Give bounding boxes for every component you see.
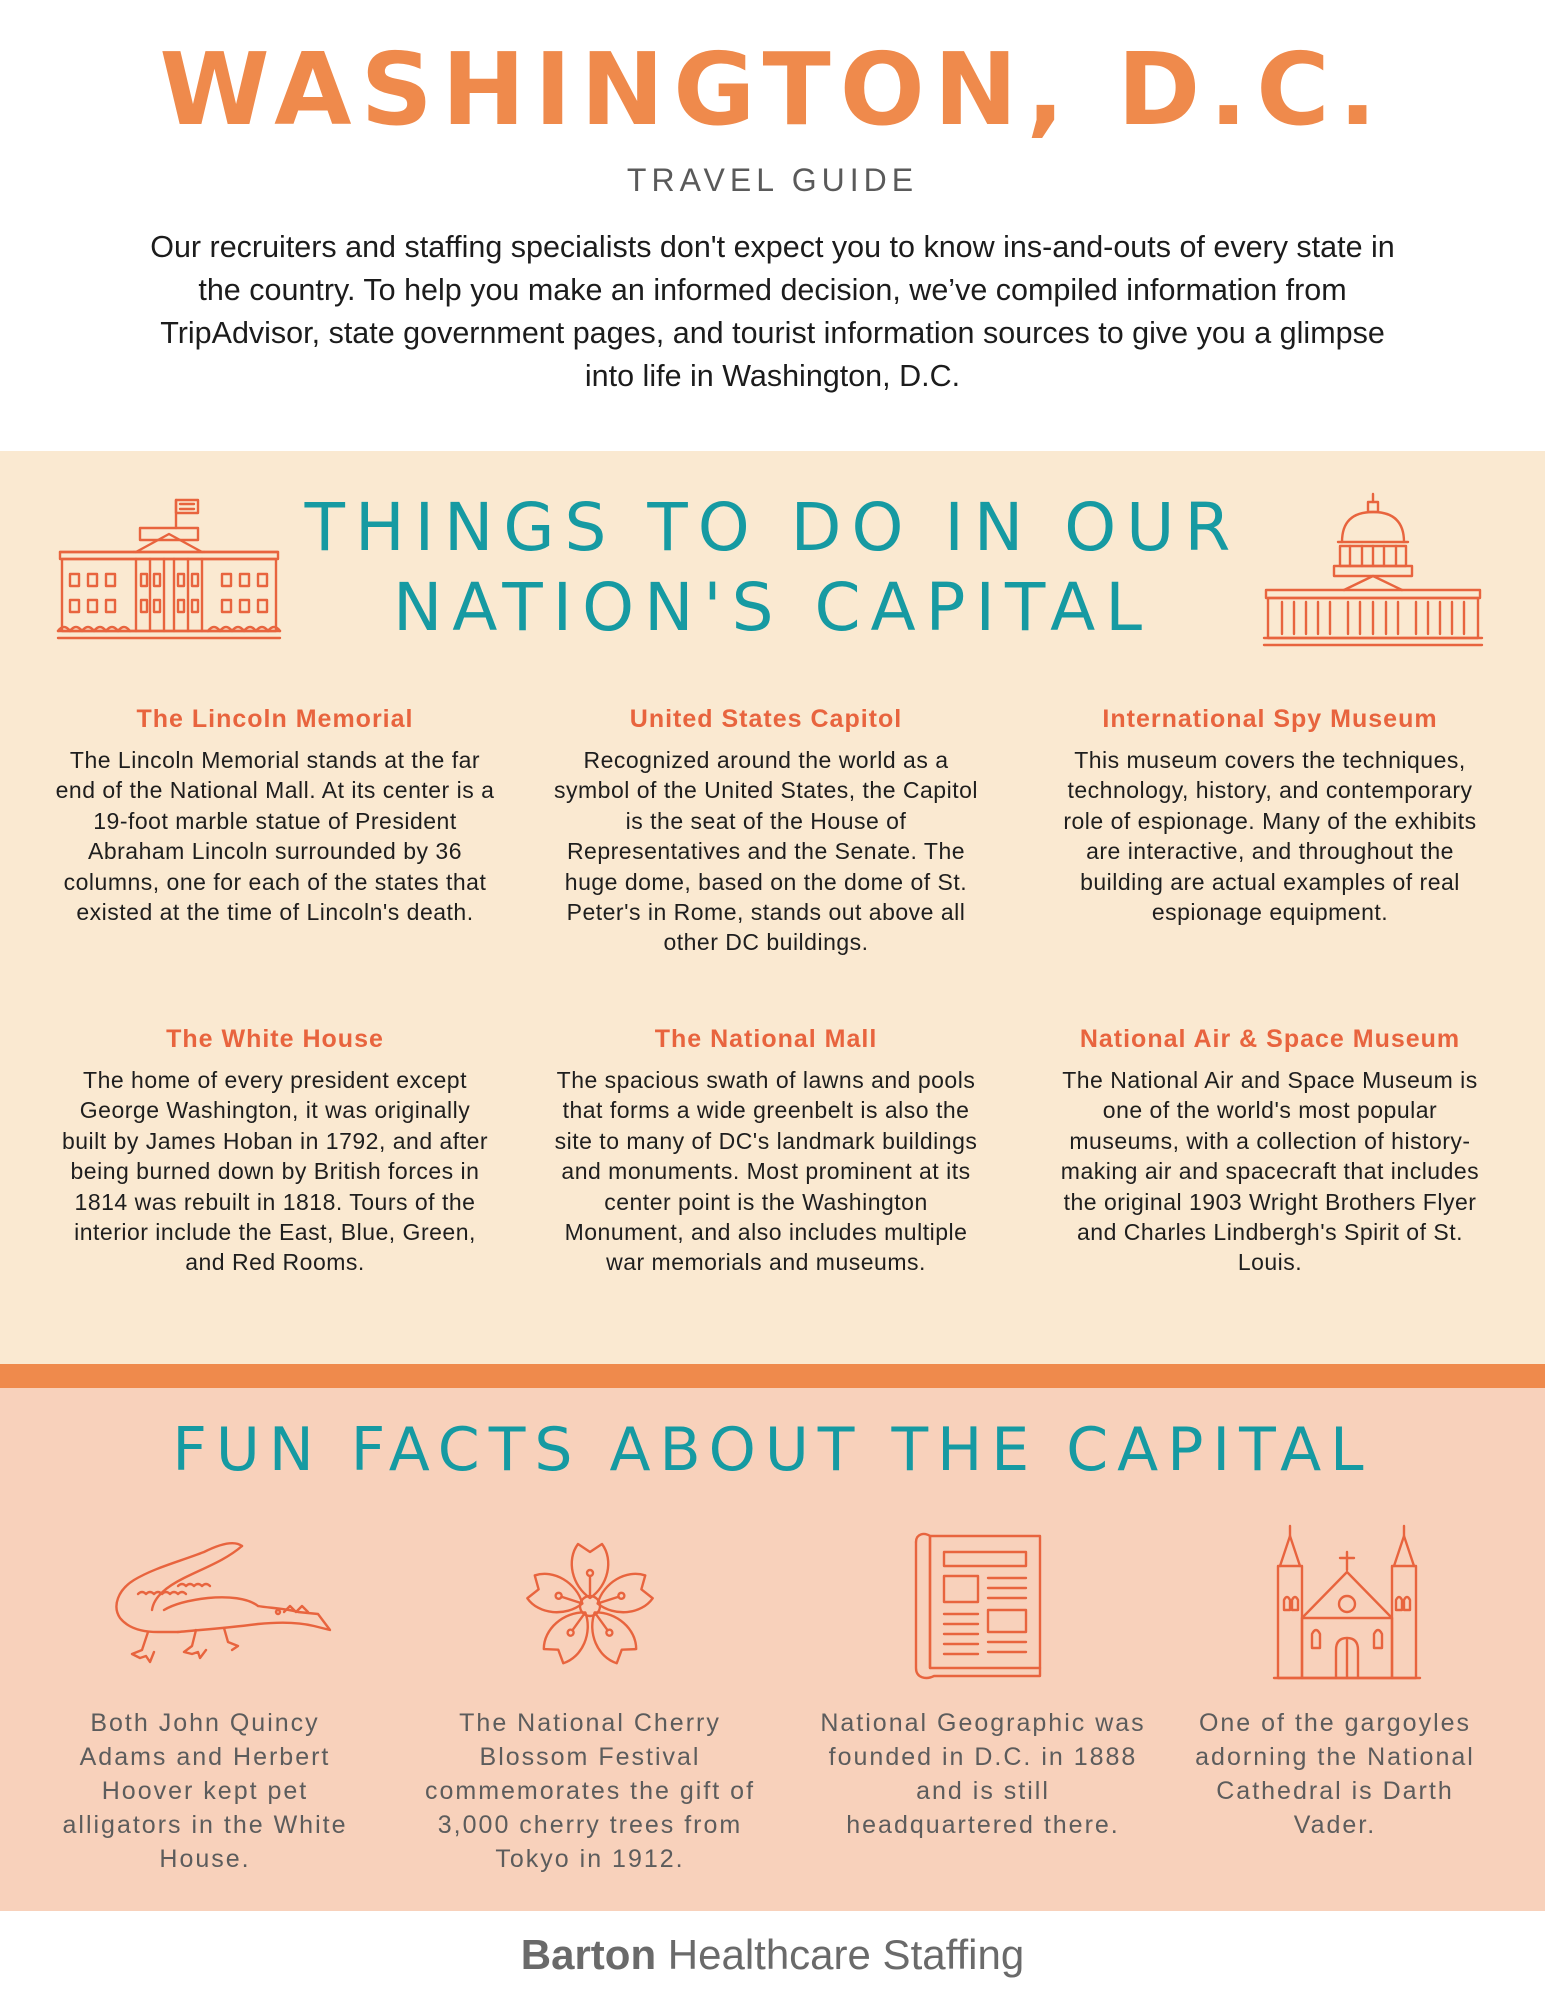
attraction-description: The Lincoln Memorial stands at the far end of the National Mall. At its center is a 19-foot marble statue of President Abraham Lincoln surrounded by 36 columns, one for each of the states that existed at the time of Lincoln's death. (55, 747, 495, 926)
brand-name-bold: Barton (520, 1931, 657, 1978)
brand-name-rest: Healthcare Staffing (656, 1931, 1025, 1978)
attraction-description: The National Air and Space Museum is one of the world's most popular museums, with a collection of history-making air and spacecraft that includes the original 1903 Wright Brothers Flyer and Charles Lindbergh's Spirit of St. Louis. (1060, 1067, 1480, 1276)
attraction-spy-museum (1050, 703, 1490, 927)
intro-paragraph: Our recruiters and staffing specialists don't expect you to know ins-and-outs of every state in the country. To help you make an informed decision, we’ve compiled information from TripAdvisor, state government pages, and tourist information sources to give you a glimpse into life in Washington, D.C. (150, 230, 1395, 393)
section-divider (0, 1364, 1545, 1388)
attraction-description: The spacious swath of lawns and pools that forms a wide greenbelt is also the site to many of DC's landmark buildings and monuments. Most prominent at its center point is the Washington Monument, and also includes multiple war memorials and museums. (554, 1067, 978, 1276)
things-heading-line-2: NATION'S CAPITAL (392, 569, 1153, 646)
footer-brand (0, 1928, 1545, 1982)
attraction-title: United States Capitol (629, 705, 903, 733)
things-to-do-heading (0, 488, 1545, 648)
fun-facts-heading: FUN FACTS ABOUT THE CAPITAL (172, 1415, 1373, 1485)
fact-national-geographic: National Geographic was founded in D.C. in 1888 and is still headquartered there. (820, 1709, 1146, 1839)
attraction-description: Recognized around the world as a symbol of the United States, the Capitol is the seat of the House of Representatives and the Senate. The huge dome, based on the dome of St. Peter's in Rome, stands out above all other DC buildings. (554, 747, 978, 956)
fact-alligators: Both John Quincy Adams and Herbert Hoover kept pet alligators in the White House. (62, 1709, 348, 1873)
attraction-title: The White House (166, 1025, 384, 1053)
alligator-icon (108, 1538, 332, 1668)
fact-cherry-blossom: The National Cherry Blossom Festival commemorates the gift of 3,000 cherry trees from Tokyo in 1912. (424, 1709, 756, 1873)
cherry-blossom-icon (510, 1526, 670, 1682)
page-title: WASHINGTON, D.C. (159, 31, 1386, 148)
page-subtitle: TRAVEL GUIDE (626, 162, 919, 198)
attraction-description: The home of every president except George Washington, it was originally built by James Hoban in 1792, and after being burned down by British forces in 1814 was rebuilt in 1818. Tours of the interior include the East, Blue, Green, and Red Rooms. (61, 1067, 489, 1276)
cathedral-icon (1272, 1522, 1422, 1684)
fact-darth-vader: One of the gargoyles adorning the National Cathedral is Darth Vader. (1195, 1709, 1475, 1839)
attraction-white-house (55, 1023, 495, 1278)
attraction-lincoln-memorial (55, 703, 495, 927)
attraction-air-space-museum (1050, 1023, 1490, 1278)
things-heading-line-1: THINGS TO DO IN OUR (304, 489, 1241, 566)
attraction-title: The Lincoln Memorial (136, 705, 414, 733)
attraction-title: National Air & Space Museum (1079, 1025, 1461, 1053)
attraction-us-capitol (546, 703, 986, 958)
newspaper-icon (912, 1528, 1046, 1684)
attraction-national-mall (546, 1023, 986, 1278)
attraction-title: The National Mall (654, 1025, 878, 1053)
attraction-description: This museum covers the techniques, technology, history, and contemporary role of espionage. Many of the exhibits are interactive, and throughout the building are actual examples of real espionage equipment. (1063, 747, 1477, 926)
attraction-title: International Spy Museum (1102, 705, 1438, 733)
